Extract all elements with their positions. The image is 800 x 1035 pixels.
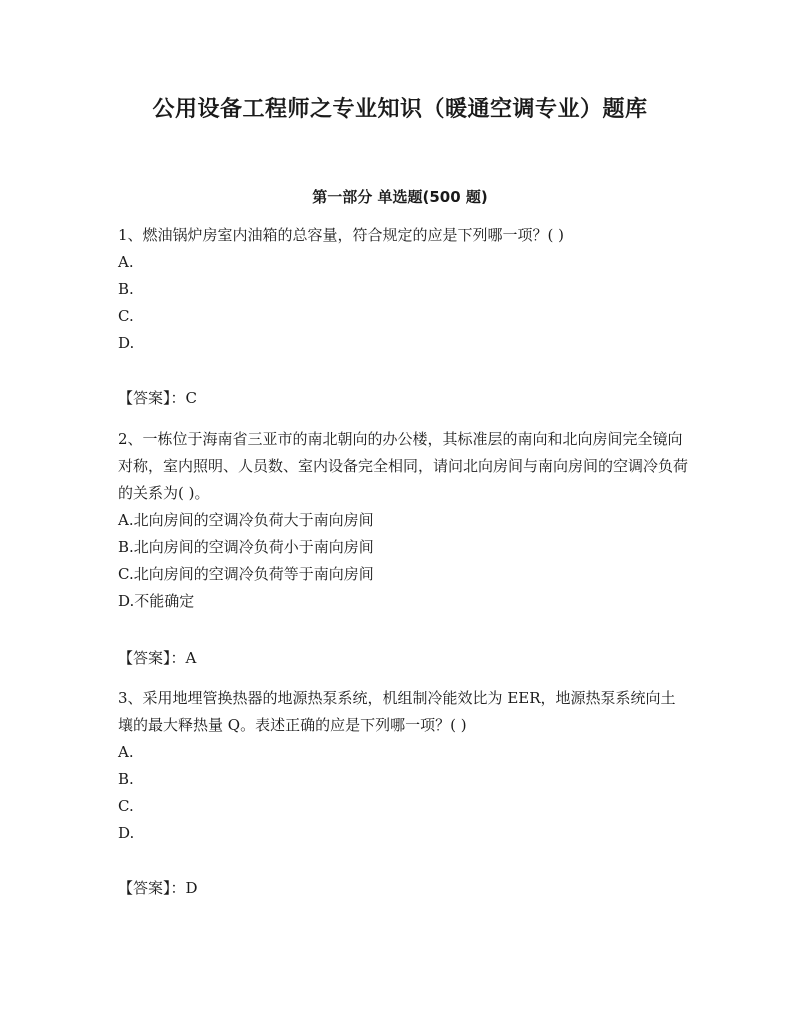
- question-3-option-a: A.: [118, 743, 134, 761]
- answer-value: D: [185, 879, 198, 897]
- answer-label: 【答案】：: [118, 879, 186, 897]
- question-1-option-b: B.: [118, 280, 134, 298]
- question-3-option-c: C.: [118, 797, 134, 815]
- question-1-answer: [118, 385, 197, 412]
- answer-label: 【答案】：: [118, 389, 186, 407]
- answer-value: C: [185, 389, 197, 407]
- question-1-option-d: D.: [118, 334, 135, 352]
- question-3: [118, 685, 688, 847]
- answer-value: A: [185, 649, 197, 667]
- question-1-text: 1、燃油锅炉房室内油箱的总容量，符合规定的应是下列哪一项？( ): [118, 226, 565, 244]
- question-1-option-c: C.: [118, 307, 134, 325]
- question-2-option-b: B.北向房间的空调冷负荷小于南向房间: [118, 538, 374, 556]
- question-2: [118, 426, 688, 615]
- question-3-answer: [118, 875, 198, 902]
- question-2-option-a: A.北向房间的空调冷负荷大于南向房间: [118, 511, 374, 529]
- question-1-option-a: A.: [118, 253, 134, 271]
- question-3-option-b: B.: [118, 770, 134, 788]
- document-title: 公用设备工程师之专业知识（暖通空调专业）题库: [152, 96, 648, 122]
- question-2-text: 2、一栋位于海南省三亚市的南北朝向的办公楼，其标准层的南向和北向房间完全镜向对称，室内照明、人员数、室内设备完全相同，请问北向房间与南向房间的空调冷负荷的关系为( )。: [118, 430, 689, 502]
- question-2-option-c: C.北向房间的空调冷负荷等于南向房间: [118, 565, 374, 583]
- question-2-option-d: D.不能确定: [118, 592, 195, 610]
- question-3-option-d: D.: [118, 824, 135, 842]
- question-3-text: 3、采用地埋管换热器的地源热泵系统，机组制冷能效比为 EER，地源热泵系统向土壤的最大释热量 Q。表述正确的应是下列哪一项？( ): [118, 689, 676, 734]
- section-heading: 第一部分 单选题(500 题): [312, 188, 488, 206]
- question-1: [118, 222, 688, 357]
- answer-label: 【答案】：: [118, 649, 186, 667]
- question-2-answer: [118, 645, 196, 672]
